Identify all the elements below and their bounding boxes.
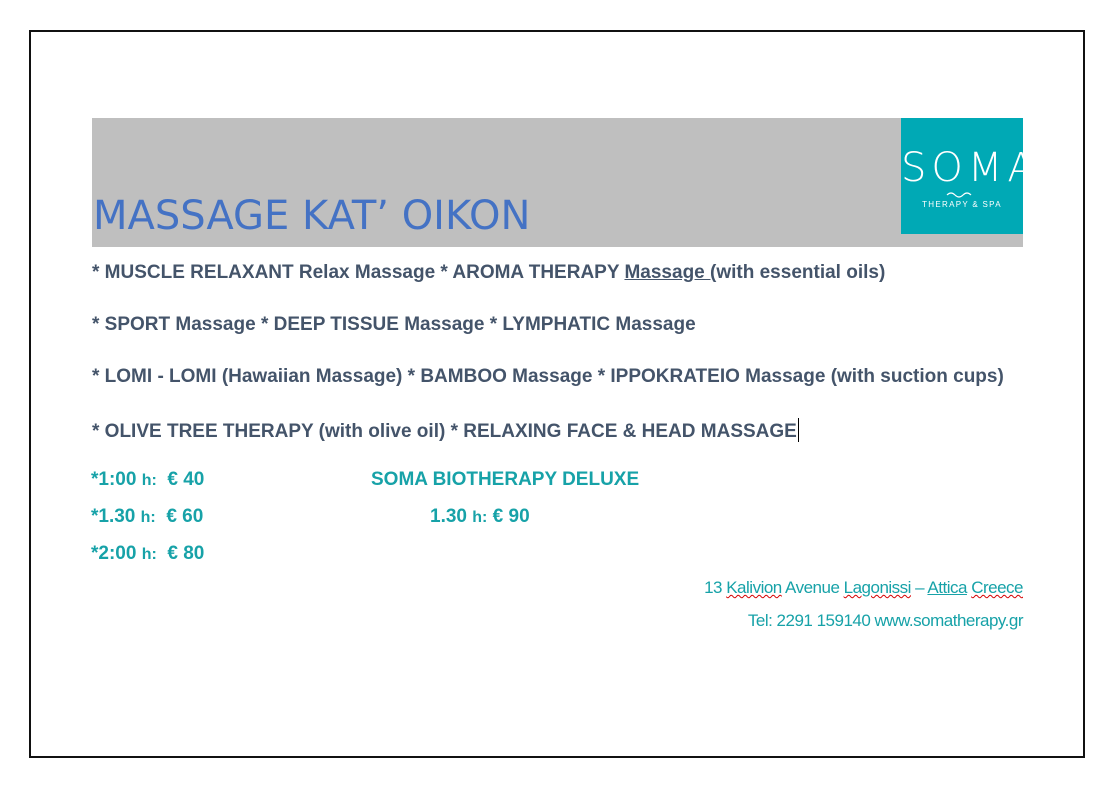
- price-duration: *1:00: [91, 469, 137, 490]
- service-line-2: * SPORT Massage * DEEP TISSUE Massage * LYMPHATIC Massage: [92, 314, 696, 335]
- price-amount: € 60: [166, 506, 204, 527]
- price-unit: h:: [140, 509, 156, 526]
- logo-tagline: THERAPY & SPA: [922, 200, 1002, 209]
- price-row: [91, 506, 203, 528]
- service-line-1-text: * MUSCLE RELAXANT Relax Massage * AROMA THERAPY: [92, 262, 625, 283]
- address-town: Lagonissi: [843, 578, 911, 597]
- soma-logo: [901, 118, 1040, 234]
- price-unit: h:: [141, 546, 157, 563]
- price-duration: *1.30: [91, 506, 136, 527]
- deluxe-duration: 1.30: [430, 506, 467, 527]
- price-row: [91, 543, 204, 565]
- address-country: Creece: [971, 578, 1023, 597]
- deluxe-amount: € 90: [492, 506, 530, 527]
- deluxe-unit: h:: [472, 509, 488, 526]
- price-row: [91, 469, 204, 491]
- address: [704, 578, 1023, 598]
- service-line-4-text: * OLIVE TREE THERAPY (with olive oil) * RELAXING FACE & HEAD MASSAGE: [92, 421, 797, 442]
- price-duration: *2:00: [91, 543, 137, 564]
- price-amount: € 40: [167, 469, 205, 490]
- price-unit: h:: [141, 472, 157, 489]
- deluxe-price: [430, 506, 530, 528]
- page-title: MASSAGE KAT’ OIKON: [93, 193, 531, 239]
- address-dash: –: [910, 578, 928, 597]
- text-cursor: [798, 418, 799, 442]
- logo-wordmark: SOMA: [901, 145, 1040, 191]
- price-amount: € 80: [167, 543, 205, 564]
- service-line-1-underlined: Massage (: [624, 262, 717, 283]
- service-line-3: * LOMI - LOMI (Hawaiian Massage) * BAMBOO Massage * IPPOKRATEIO Massage (with suction cups): [92, 366, 1004, 387]
- deluxe-title: SOMA BIOTHERAPY DELUXE: [371, 469, 640, 490]
- address-street: Kalivion: [726, 578, 782, 597]
- service-line-1: [92, 262, 885, 284]
- wave-icon: [945, 191, 975, 199]
- address-avenue: Avenue: [781, 578, 844, 597]
- service-line-1-tail: with essential oils): [716, 262, 886, 283]
- service-line-4: [92, 418, 799, 443]
- phone-website: Tel: 2291 159140 www.somatherapy.gr: [747, 611, 1023, 630]
- address-number: 13: [704, 578, 727, 597]
- address-region: Attica: [927, 578, 967, 597]
